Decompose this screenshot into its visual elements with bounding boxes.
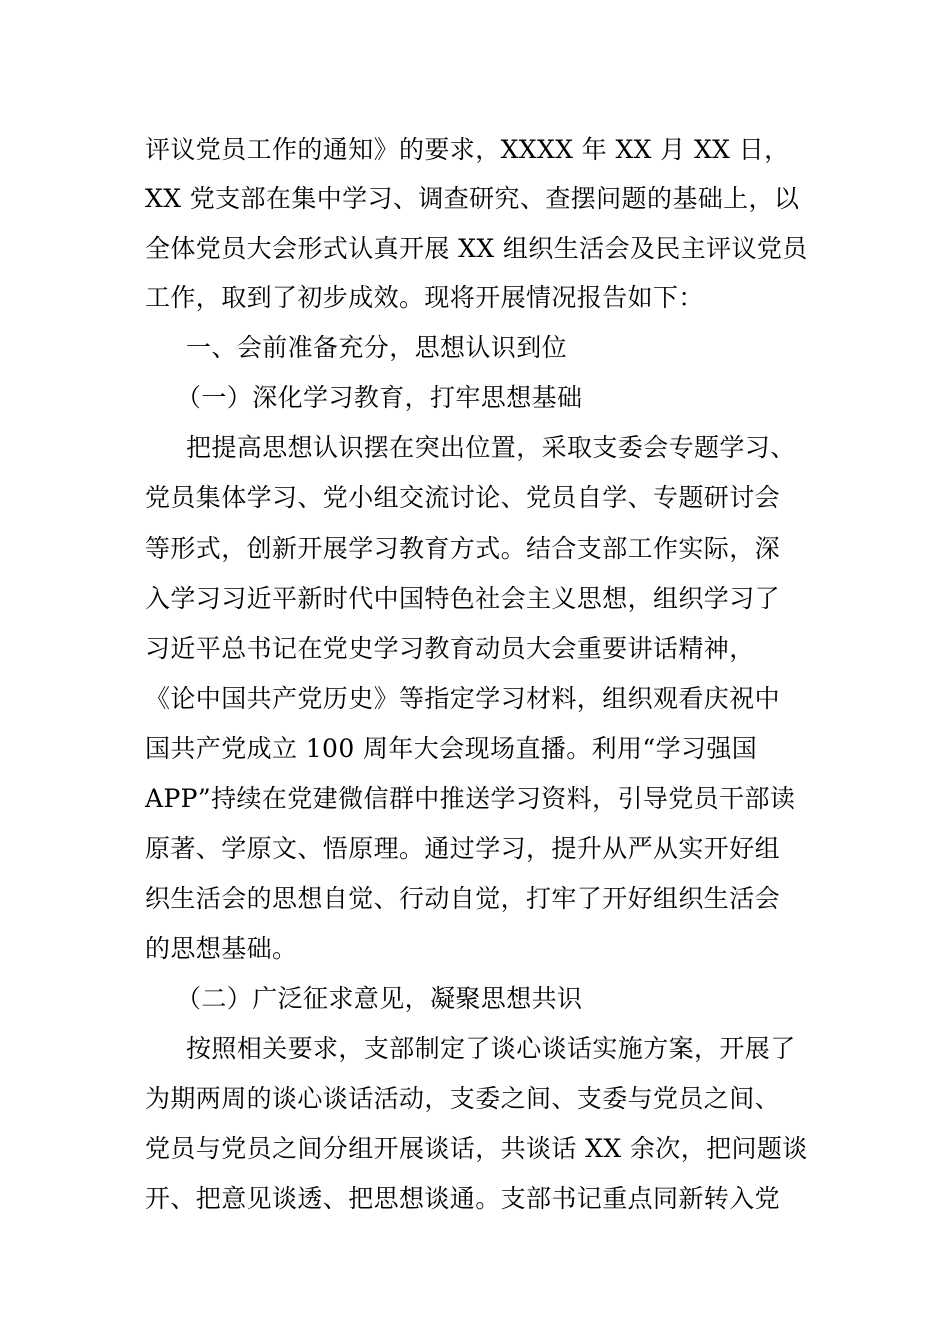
text-line: 的思想基础。 [145,934,298,963]
paragraph-first-line: 把提高思想认识摆在突出位置，采取支委会专题学习、 [186,433,796,462]
text-line: 全体党员大会形式认真开展 XX 组织生活会及民主评议党员 [145,234,808,263]
text-line: 习近平总书记在党史学习教育动员大会重要讲话精神， [145,634,755,663]
text-line: 国共产党成立 100 周年大会现场直播。利用“学习强国 [145,734,758,763]
text-line: 为期两周的谈心谈话活动，支委之间、支委与党员之间、 [145,1084,781,1113]
text-line: 入学习习近平新时代中国特色社会主义思想，组织学习了 [145,584,781,613]
text-line: 等形式，创新开展学习教育方式。结合支部工作实际，深 [145,534,781,563]
paragraph-first-line: 按照相关要求，支部制定了谈心谈话实施方案，开展了 [186,1034,796,1063]
subsection-heading: （一）深化学习教育，打牢思想基础 [176,383,583,412]
text-line: 开、把意见谈透、把思想谈通。支部书记重点同新转入党 [145,1184,781,1213]
text-line: 评议党员工作的通知》的要求，XXXX 年 XX 月 XX 日， [145,135,790,164]
text-line: 织生活会的思想自觉、行动自觉，打牢了开好组织生活会 [145,884,781,913]
text-line: 党员集体学习、党小组交流讨论、党员自学、专题研讨会 [145,483,781,512]
subsection-heading: （二）广泛征求意见，凝聚思想共识 [176,984,583,1013]
text-line: 工作，取到了初步成效。现将开展情况报告如下： [145,283,704,312]
text-line: APP”持续在党建微信群中推送学习资料，引导党员干部读 [145,784,796,813]
text-line: 《论中国共产党历史》等指定学习材料，组织观看庆祝中 [145,684,781,713]
text-line: XX 党支部在集中学习、调查研究、查摆问题的基础上，以 [145,184,800,213]
section-heading: 一、会前准备充分，思想认识到位 [186,333,568,362]
text-line: 原著、学原文、悟原理。通过学习，提升从严从实开好组 [145,834,781,863]
text-line: 党员与党员之间分组开展谈话，共谈话 XX 余次，把问题谈 [145,1134,808,1163]
